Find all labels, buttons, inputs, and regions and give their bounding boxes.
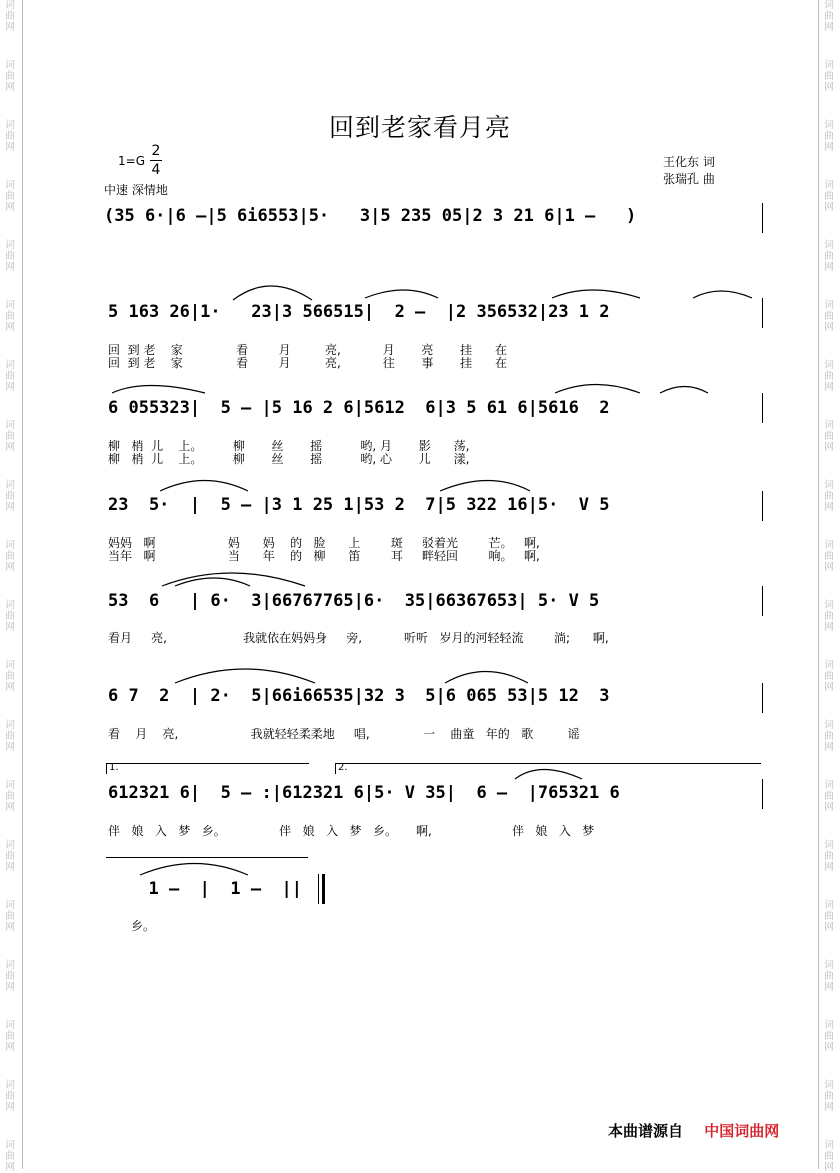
barline [762,779,763,809]
notes-line: 23 5· | 5 – |3 1 25 1|53 2 7|5 322 16|5· V 5 [108,495,610,515]
notes-line: 6 055323| 5 – |5 16 2 6|5612 6|3 5 61 6|5616 2 [108,398,610,418]
slur [112,386,205,394]
watermark-text: 词 曲 网 [824,1080,834,1113]
watermark-text: 词 曲 网 [5,1020,15,1053]
time-signature-bottom: 4 [151,162,161,178]
watermark-text: 词 曲 网 [5,960,15,993]
song-title: 回到老家看月亮 [328,113,511,142]
source-label: 本曲谱源自 [608,1122,684,1140]
slur [440,481,530,492]
watermark-text: 词 曲 网 [5,0,15,33]
barline [762,491,763,521]
barline [762,393,763,423]
slur [160,481,248,492]
slur [552,290,640,298]
notes-line: (35 6·|6 –|5 6i6553|5· 3|5 235 05|2 3 21 6|1 – ) [104,206,637,226]
slur [693,291,752,298]
watermark-text: 词 曲 网 [5,120,15,153]
slur [175,669,315,683]
watermark-text: 词 曲 网 [824,420,834,453]
watermark-text: 词 曲 网 [824,0,834,33]
barline [762,298,763,328]
watermark-text: 词 曲 网 [5,840,15,873]
watermark-text: 词 曲 网 [824,720,834,753]
watermark-text: 词 曲 网 [5,600,15,633]
watermark-text: 词 曲 网 [824,900,834,933]
watermark-text: 词 曲 网 [824,60,834,93]
watermark-text: 词 曲 网 [5,900,15,933]
watermark-text: 词 曲 网 [5,300,15,333]
watermark-text: 词 曲 网 [824,540,834,573]
watermark-text: 词 曲 网 [5,1140,15,1173]
slur [660,387,708,394]
notes-line: 1 – | 1 – || [128,879,302,899]
watermark-text: 词 曲 网 [824,120,834,153]
lyrics-verse-1: 回 到 老 家 看 月 亮, 月 亮 挂 在 [108,343,508,357]
watermark-text: 词 曲 网 [5,1080,15,1113]
watermark-text: 词 曲 网 [5,660,15,693]
final-barline-thick [322,874,325,904]
slur [175,578,250,586]
lyricist-credit: 王化东 词 [663,155,715,169]
time-signature-top: 2 [151,143,161,159]
watermark-text: 词 曲 网 [824,960,834,993]
slur [515,770,582,780]
lyrics-verse-2: 回 到 老 家 看 月 亮, 往 事 挂 在 [108,356,508,370]
lyrics-verse-1: 乡。 [131,919,156,933]
slur [445,672,528,684]
notes-line: 612321 6| 5 – :|612321 6|5· V 35| 6 – |765321 6 [108,783,620,803]
slur [555,385,640,394]
watermark-text: 词 曲 网 [5,60,15,93]
watermark-text: 词 曲 网 [824,240,834,273]
slur [162,573,305,586]
slur [233,286,312,300]
lyrics-verse-1: 柳 梢 儿 上。 柳 丝 摇 哟, 月 影 荡, [108,439,470,453]
slur [365,290,438,298]
source-site-link[interactable]: 中国词曲网 [704,1122,780,1140]
watermark-text: 词 曲 网 [5,420,15,453]
watermark-text: 词 曲 网 [824,1020,834,1053]
lyrics-verse-1: 看月 亮, 我就依在妈妈身 旁, 听听 岁月的河轻轻流 淌; 啊, [108,631,609,645]
final-barline-thin [318,874,319,904]
watermark-text: 词 曲 网 [5,540,15,573]
composer-credit: 张瑞孔 曲 [663,172,715,186]
watermark-text: 词 曲 网 [824,660,834,693]
lyrics-verse-2: 当年 啊 当 年 的 柳 笛 耳 畔轻回 响。 啊, [108,549,540,563]
tempo-marking: 中速 深情地 [104,183,168,197]
watermark-text: 词 曲 网 [824,780,834,813]
barline [762,203,763,233]
watermark-text: 词 曲 网 [5,780,15,813]
notes-line: 53 6 | 6· 3|66767765|6· 35|66367653| 5· V 5 [108,591,600,611]
watermark-text: 词 曲 网 [824,360,834,393]
watermark-text: 词 曲 网 [5,720,15,753]
watermark-text: 词 曲 网 [5,240,15,273]
lyrics-verse-1: 看 月 亮, 我就轻轻柔柔地 唱, 一 曲童 年的 歌 谣 [108,727,580,741]
second-ending-bracket: 2. [335,763,761,774]
key-signature: 1=G [118,154,145,168]
barline [762,586,763,616]
lyrics-verse-1: 妈妈 啊 妈 妈 的 脸 上 斑 驳着光 芒。 啊, [108,536,540,550]
lyrics-verse-2: 柳 梢 儿 上。 柳 丝 摇 哟, 心 儿 漾, [108,452,470,466]
notes-line: 6 7 2 | 2· 5|66i66535|32 3 5|6 065 53|5 12 3 [108,686,610,706]
notes-line: 5 163 26|1· 23|3 566515| 2 – |2 356532|23 1 2 [108,302,610,322]
barline [762,683,763,713]
watermark-text: 词 曲 网 [824,1140,834,1173]
source-footer [608,1120,779,1141]
watermark-text: 词 曲 网 [5,180,15,213]
slur [140,864,248,876]
watermark-text: 词 曲 网 [824,480,834,513]
first-ending-bracket: 1. [106,763,309,774]
watermark-text: 词 曲 网 [5,480,15,513]
watermark-text: 词 曲 网 [824,600,834,633]
watermark-text: 词 曲 网 [824,180,834,213]
watermark-text: 词 曲 网 [5,360,15,393]
watermark-text: 词 曲 网 [824,300,834,333]
watermark-text: 词 曲 网 [824,840,834,873]
lyrics-verse-1: 伴 娘 入 梦 乡。 伴 娘 入 梦 乡。 啊, 伴 娘 入 梦 [108,824,595,838]
